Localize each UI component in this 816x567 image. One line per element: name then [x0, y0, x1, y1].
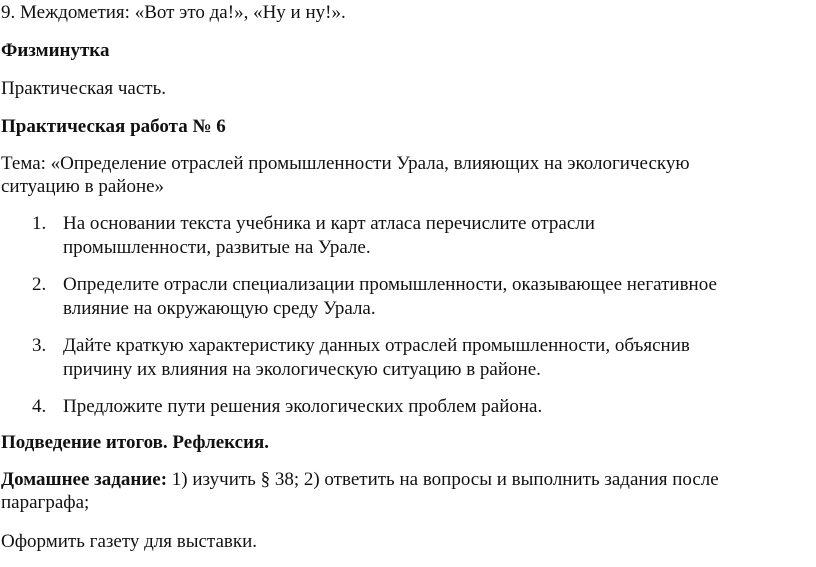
task-number: 2. [32, 274, 47, 295]
task-number: 4. [32, 396, 47, 417]
task-number: 1. [32, 213, 47, 234]
practical-work-title: Практическая работа № 6 [1, 116, 226, 137]
task-text-line: причину их влияния на экологическую ситуацию в районе. [63, 359, 541, 380]
topic-line-2: ситуацию в районе» [1, 176, 165, 197]
homework-text: 1) изучить § 38; 2) ответить на вопросы и выполнить задания после [167, 469, 719, 490]
newspaper-line: Оформить газету для выставки. [1, 531, 258, 552]
task-text-line: влияние на окружающую среду Урала. [63, 298, 376, 319]
practical-part-line: Практическая часть. [1, 78, 167, 99]
summary-heading: Подведение итогов. Рефлексия. [1, 432, 270, 453]
homework-line-2: параграфа; [1, 492, 90, 513]
homework-label: Домашнее задание: [1, 469, 168, 490]
physical-break-heading: Физминутка [1, 40, 110, 61]
task-text-line: Предложите пути решения экологических проблем района. [63, 396, 543, 417]
task-text-line: промышленности, развитые на Урале. [63, 237, 371, 258]
task-text-line: Дайте краткую характеристику данных отраслей промышленности, объяснив [63, 335, 690, 356]
task-text-line: Определите отрасли специализации промышленности, оказывающее негативное [63, 274, 717, 295]
interjections-line: 9. Междометия: «Вот это да!», «Ну и ну!». [1, 2, 346, 23]
topic-line-1: Тема: «Определение отраслей промышленности Урала, влияющих на экологическую [1, 153, 690, 174]
task-text-line: На основании текста учебника и карт атласа перечислите отрасли [63, 213, 595, 234]
task-number: 3. [32, 335, 47, 356]
homework-line-1 [1, 469, 719, 491]
